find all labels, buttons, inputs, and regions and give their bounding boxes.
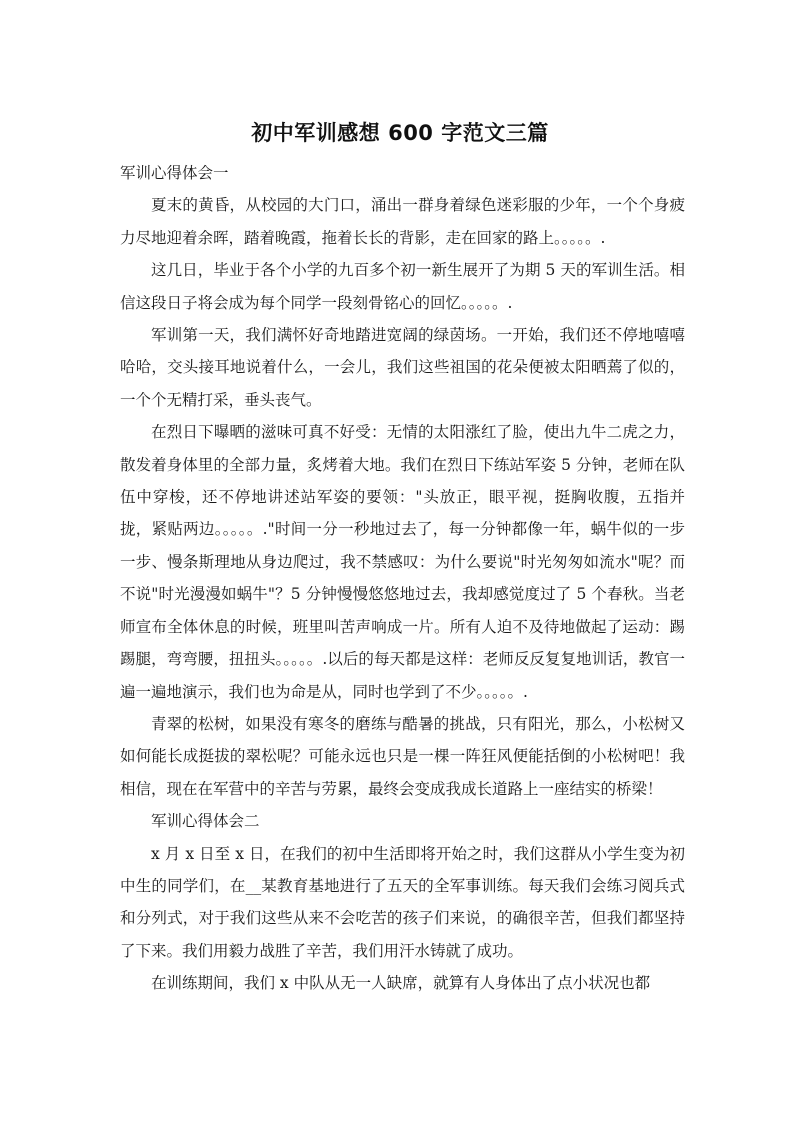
document-title: 初中军训感想 600 字范文三篇 bbox=[251, 121, 549, 145]
paragraph: x 月 x 日至 x 日，在我们的初中生活即将开始之时，我们这群从小学生变为初中生的同学们，在__某教育基地进行了五天的全军事训练。每天我们会练习阅兵式和分列式，对于我们这些从来不会吃苦的孩子们来说，的确很辛苦，但我们都坚持了下来。我们用毅力战胜了辛苦，我们用汗水铸就了成功。 bbox=[120, 844, 685, 960]
paragraph: 青翠的松树，如果没有寒冬的磨练与酷暑的挑战，只有阳光，那么，小松树又如何能长成挺拔的翠松呢？可能永远也只是一棵一阵狂风便能括倒的小松树吧！我相信，现在在军营中的辛苦与劳累，最终会变成我成长道路上一座结实的桥梁！ bbox=[120, 714, 685, 798]
paragraph: 在烈日下曝晒的滋味可真不好受：无情的太阳涨红了脸，使出九牛二虎之力，散发着身体里的全部力量，炙烤着大地。我们在烈日下练站军姿 5 分钟，老师在队伍中穿梭，还不停地讲述站军姿的要领："头放正，眼平视，挺胸收腹，五指并拢，紧贴两边。。。。。."时间一分一秒地过去了，每一分钟都像一年，蜗牛似的一步一步、慢条斯理地从身边爬过，我不禁感叹：为什么要说"时光匆匆如流水"呢？而不说"时光漫漫如蜗牛"？5 分钟慢慢悠悠地过去，我却感觉度过了 5 个春秋。当老师宣布全体休息的时候，班里叫苦声响成一片。所有人迫不及待地做起了运动：踢踢腿，弯弯腰，扭扭头。。。。。.以后的每天都是这样：老师反反复复地训话，教官一遍一遍地演示，我们也为命是从，同时也学到了不少。。。。。. bbox=[120, 423, 685, 701]
paragraph: 军训第一天，我们满怀好奇地踏进宽阔的绿茵场。一开始，我们还不停地嘻嘻哈哈，交头接耳地说着什么，一会儿，我们这些祖国的花朵便被太阳晒蔫了似的，一个个无精打采，垂头丧气。 bbox=[120, 326, 685, 409]
document-body bbox=[120, 157, 685, 1000]
paragraph: 这几日，毕业于各个小学的九百多个初一新生展开了为期 5 天的军训生活。相信这段日子将会成为每个同学一段刻骨铭心的回忆。。。。。. bbox=[120, 261, 685, 312]
paragraph: 夏末的黄昏，从校园的大门口，涌出一群身着绿色迷彩服的少年，一个个身疲力尽地迎着余晖，踏着晚霞，拖着长长的背影，走在回家的路上。。。。。. bbox=[120, 196, 685, 247]
section-heading-1: 军训心得体会一 bbox=[120, 164, 229, 182]
paragraph: 在训练期间，我们 x 中队从无一人缺席，就算有人身体出了点小状况也都 bbox=[151, 974, 651, 993]
section-heading-2: 军训心得体会二 bbox=[151, 812, 260, 831]
